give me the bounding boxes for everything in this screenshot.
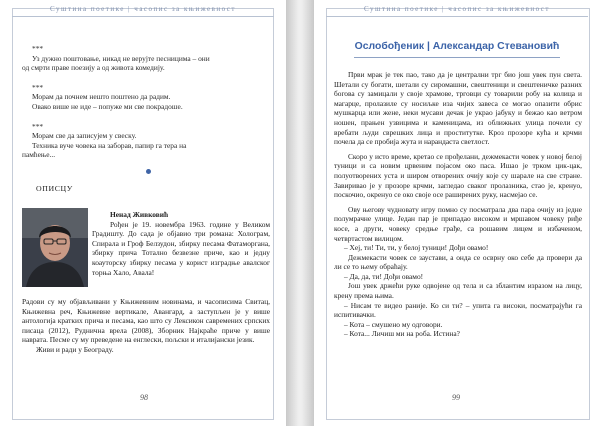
section-label: ОПИСЦУ bbox=[36, 184, 73, 193]
dialogue-line: – Да, да, ти! Дођи овамо! bbox=[344, 271, 424, 281]
running-header: Суштина поетике | часопис за књижевност bbox=[12, 4, 274, 17]
author-photo bbox=[22, 208, 88, 287]
page-number: 98 bbox=[140, 393, 148, 402]
poem-line: Морам да почнем нешто поштено да радим. bbox=[32, 92, 171, 102]
dialogue-line: – Кота – смушено му одговори. bbox=[344, 319, 443, 329]
poem-line: Овако више не иде – попуже ми све покрадоше. bbox=[32, 101, 183, 111]
author-portrait-icon bbox=[22, 208, 88, 287]
page-number: 99 bbox=[452, 393, 460, 402]
poem-block bbox=[22, 44, 272, 160]
author-bio-continued bbox=[22, 297, 270, 355]
left-page bbox=[0, 0, 286, 426]
story-title: Ослобођеник | Александар Стевановић bbox=[354, 41, 560, 52]
poem-line: од смрти праве поезију а од живота комедију. bbox=[22, 63, 165, 73]
dialogue-line: – Кота... Личиш ми на роба. Истина? bbox=[344, 329, 460, 339]
dialogue-line: – Нисам те видео раније. Ко си ти? – упита га високи, посматрајући га испитивачки. bbox=[334, 300, 582, 320]
story-paragraph: Први мрак је тек пао, тако да је централни трг био још увек пун света. Шетали су богати, шетали су сиромашни, свештеници и свештеничке разних богова су замицали у своје храмове, трговци су товарили робу на колица и магарце, пролазиле су носиљке иза чијих завеса се могао опазити обрис мушкарца или жене, неки мусави дечак је украо јабуку и бежао као ветром ношен, прањен узвицима и каменицама, из оближњих улица почели су вребати људи сврешких лица и проститутке. Кроз прозоре кућа и крчми почела да се пробија жута и нарандаста светлост. bbox=[334, 70, 582, 147]
poem-line: Морам све да записујем у свеску. bbox=[32, 131, 137, 141]
author-bio bbox=[92, 210, 270, 277]
poem-line: памћење... bbox=[22, 150, 56, 160]
story-paragraph: Још увек држећи руке одвојене од тела и са зблантим изразом на лицу, крену према њима. bbox=[334, 281, 582, 301]
story-paragraph: Ову његову чудновату игру помно су посматрала два пара очију из једне полумрачне улице. Један пар је припадао високом и мршавом човеку риђе косе, а други, човеку средње грађе, са рошавим лицем и избаченом, четвртастом вилицом. bbox=[334, 204, 582, 243]
poem-line: Уз дужно поштовање, никад не верујте песницима – они bbox=[32, 53, 210, 63]
author-bio-text: Рођен је 19. новембра 1963. године у Великом Градишту. До сада је објавио три романа: Хологрaм, Спирала и Гроф Белзудон, збирку песама Фатаморгана, збирку прича Тотално безвезне приче, као и једну коауторску збирку песама у корист изградње авалског торња Хало, Авала! bbox=[92, 219, 270, 277]
poem-line: *** bbox=[32, 82, 44, 92]
right-page bbox=[314, 0, 600, 426]
poem-line: *** bbox=[32, 121, 44, 131]
author-bio-paragraph: Живи и ради у Београду. bbox=[36, 344, 114, 354]
title-underline bbox=[354, 57, 560, 58]
author-name: Ненад Живковић bbox=[110, 210, 169, 219]
story-text bbox=[334, 70, 582, 339]
story-paragraph: Дежмекасти човек се заустави, а онда се осврну око себе да провери да ли се то њему обраћају. bbox=[334, 252, 582, 272]
section-divider-dot bbox=[146, 169, 151, 174]
story-paragraph: Скоро у исто време, кретао се прoђелани, дежмекасти човек у новој белој туници и са новим црвеним појасом око паса. Ишао је трком цик-цак, полуотворених уста и широм отворених очију које су шарале на све стране. Завиривао је у прозоре крчми, загледао сваког пролазника, стао је, кренуо, поскочио, окренуо се око своје осе раширених руку, насмејао се. bbox=[334, 151, 582, 200]
book-gutter bbox=[286, 0, 314, 426]
dialogue-line: – Хеј, ти! Ти, ти, у белој туници! Дођи овамо! bbox=[344, 243, 489, 253]
poem-line: *** bbox=[32, 44, 44, 53]
author-bio-paragraph: Радови су му објављивани у Књижевним новинама, и часописима Свитац, Књижевна реч, Књижевне вертикале, Авангард, а заступљен је у више антологија кратких прича и песама, као што су Лексикон савремених српских писаца (2012), Руднична врела (2008), Зборник Најкраће приче у више наврата. Песме су му преведене на енглески, пољски и италијански језик. bbox=[22, 297, 270, 345]
running-header: Суштина поетике | часопис за књижевност bbox=[326, 4, 588, 17]
poem-line: Техника вуче човека на заборав, папир га тера на bbox=[32, 140, 187, 150]
